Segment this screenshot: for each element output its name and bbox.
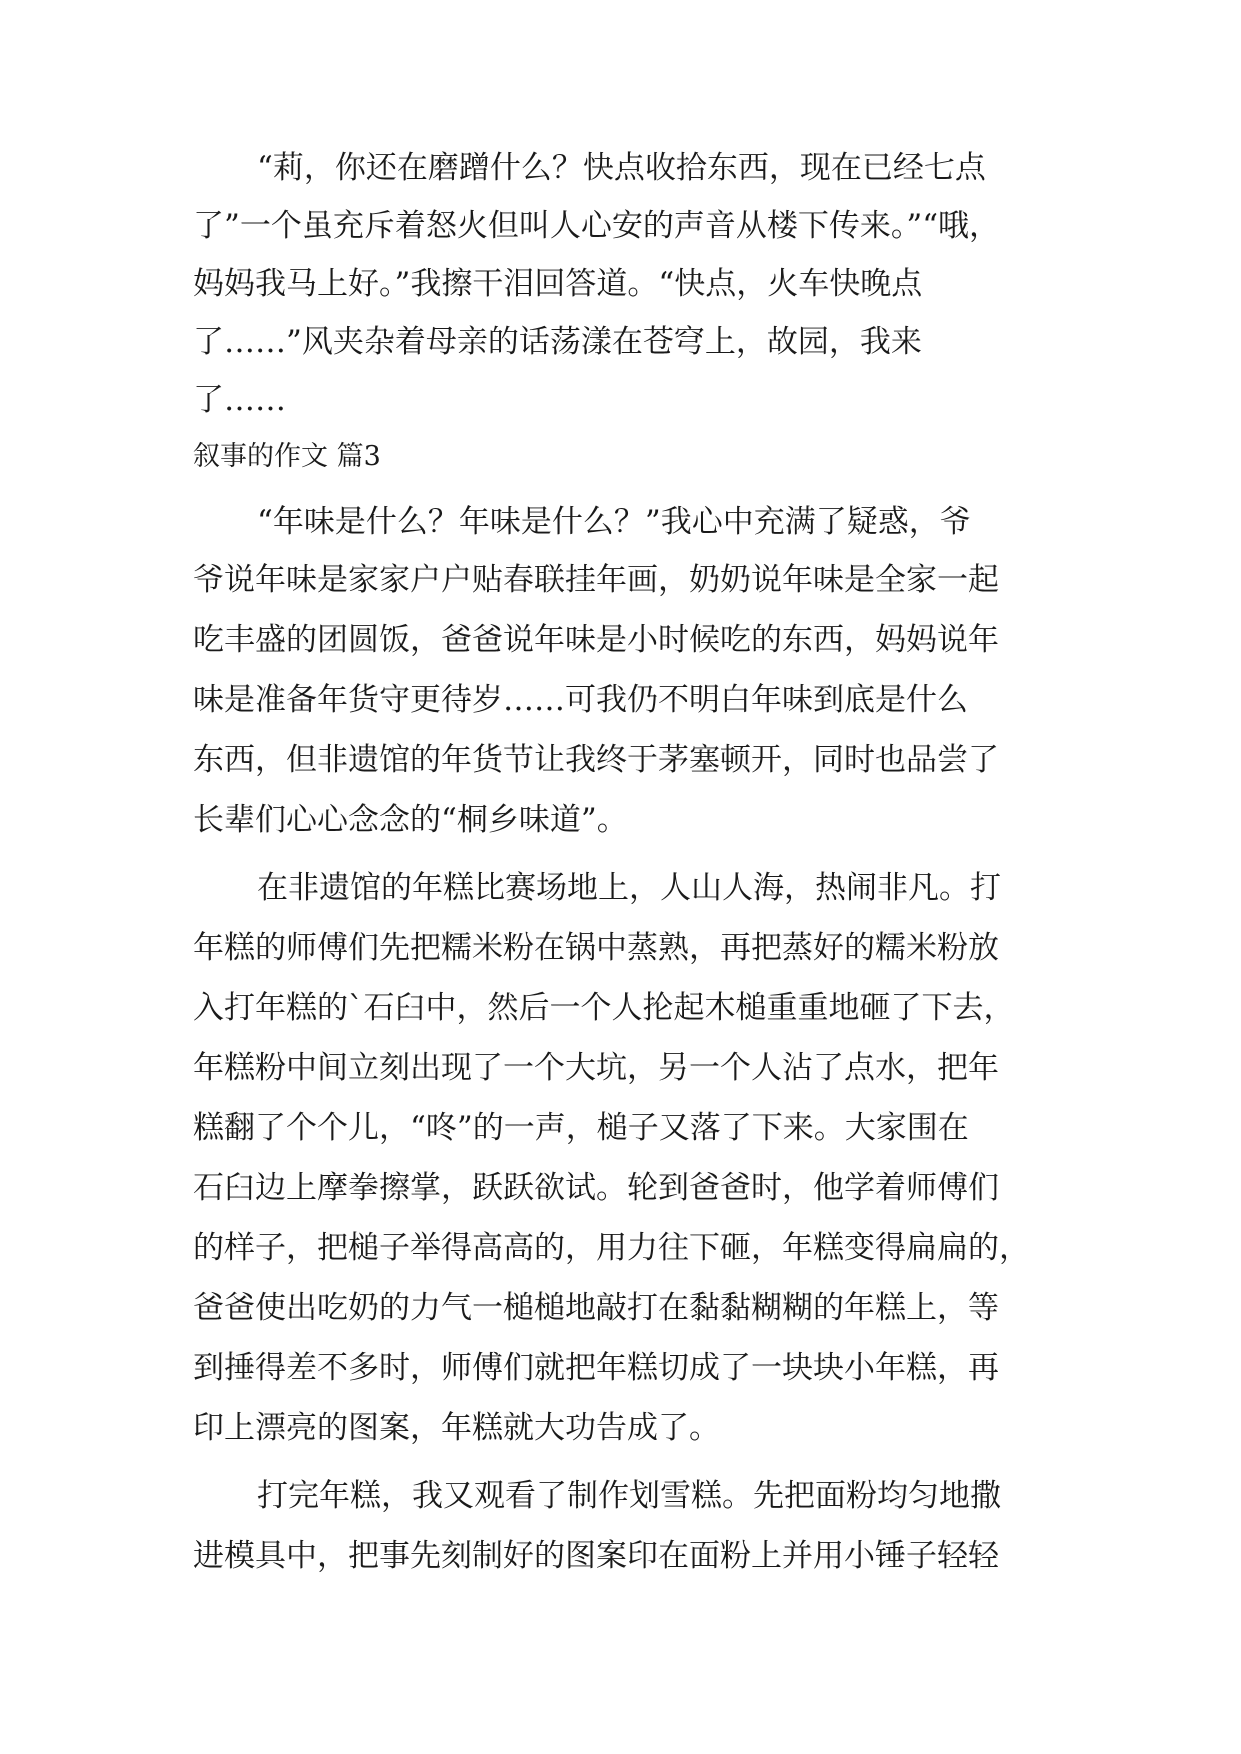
paragraph-3-line-7: 的样子，把槌子举得高高的，用力往下砸，年糕变得扁扁的， — [193, 1230, 1030, 1266]
paragraph-2-line-1: “年味是什么？年味是什么？”我心中充满了疑惑，爷 — [257, 504, 971, 540]
paragraph-2-line-4: 味是准备年货守更待岁……可我仍不明白年味到底是什么 — [193, 682, 968, 718]
paragraph-1-line-3: 妈妈我马上好。”我擦干泪回答道。“快点，火车快晚点 — [193, 266, 923, 302]
paragraph-3-line-2: 年糕的师傅们先把糯米粉在锅中蒸熟，再把蒸好的糯米粉放 — [193, 930, 999, 966]
paragraph-3-line-8: 爸爸使出吃奶的力气一槌槌地敲打在黏黏糊糊的年糕上，等 — [193, 1290, 999, 1326]
paragraph-2-line-6: 长辈们心心念念的“桐乡味道”。 — [193, 802, 628, 838]
paragraph-3-line-10: 印上漂亮的图案，年糕就大功告成了。 — [193, 1410, 720, 1446]
paragraph-4-line-2: 进模具中，把事先刻制好的图案印在面粉上并用小锤子轻轻 — [193, 1538, 999, 1574]
section-heading: 叙事的作文 篇3 — [193, 441, 381, 472]
paragraph-3-line-9: 到捶得差不多时，师傅们就把年糕切成了一块块小年糕，再 — [193, 1350, 999, 1386]
paragraph-3-line-4: 年糕粉中间立刻出现了一个大坑，另一个人沾了点水，把年 — [193, 1050, 999, 1086]
paragraph-2-line-3: 吃丰盛的团圆饭，爸爸说年味是小时候吃的东西，妈妈说年 — [193, 622, 999, 658]
paragraph-2-line-5: 东西，但非遗馆的年货节让我终于茅塞顿开，同时也品尝了 — [193, 742, 999, 778]
paragraph-1-line-2: 了”一个虽充斥着怒火但叫人心安的声音从楼下传来。”“哦， — [193, 208, 1001, 244]
paragraph-3-line-3: 入打年糕的`石臼中，然后一个人抡起木槌重重地砸了下去， — [193, 990, 1015, 1026]
paragraph-3-line-5: 糕翻了个个儿，“咚”的一声，槌子又落了下来。大家围在 — [193, 1110, 969, 1146]
paragraph-1-line-4: 了……”风夹杂着母亲的话荡漾在苍穹上，故园，我来 — [193, 324, 922, 360]
paragraph-3-line-1: 在非遗馆的年糕比赛场地上，人山人海，热闹非凡。打 — [257, 870, 1001, 906]
paragraph-1-line-1: “莉，你还在磨蹭什么？快点收拾东西，现在已经七点 — [257, 150, 986, 186]
paragraph-2-line-2: 爷说年味是家家户户贴春联挂年画，奶奶说年味是全家一起 — [193, 562, 999, 598]
paragraph-1-line-5: 了…… — [193, 382, 286, 418]
paragraph-4-line-1: 打完年糕，我又观看了制作划雪糕。先把面粉均匀地撒 — [257, 1478, 1001, 1514]
paragraph-3-line-6: 石臼边上摩拳擦掌，跃跃欲试。轮到爸爸时，他学着师傅们 — [193, 1170, 999, 1206]
